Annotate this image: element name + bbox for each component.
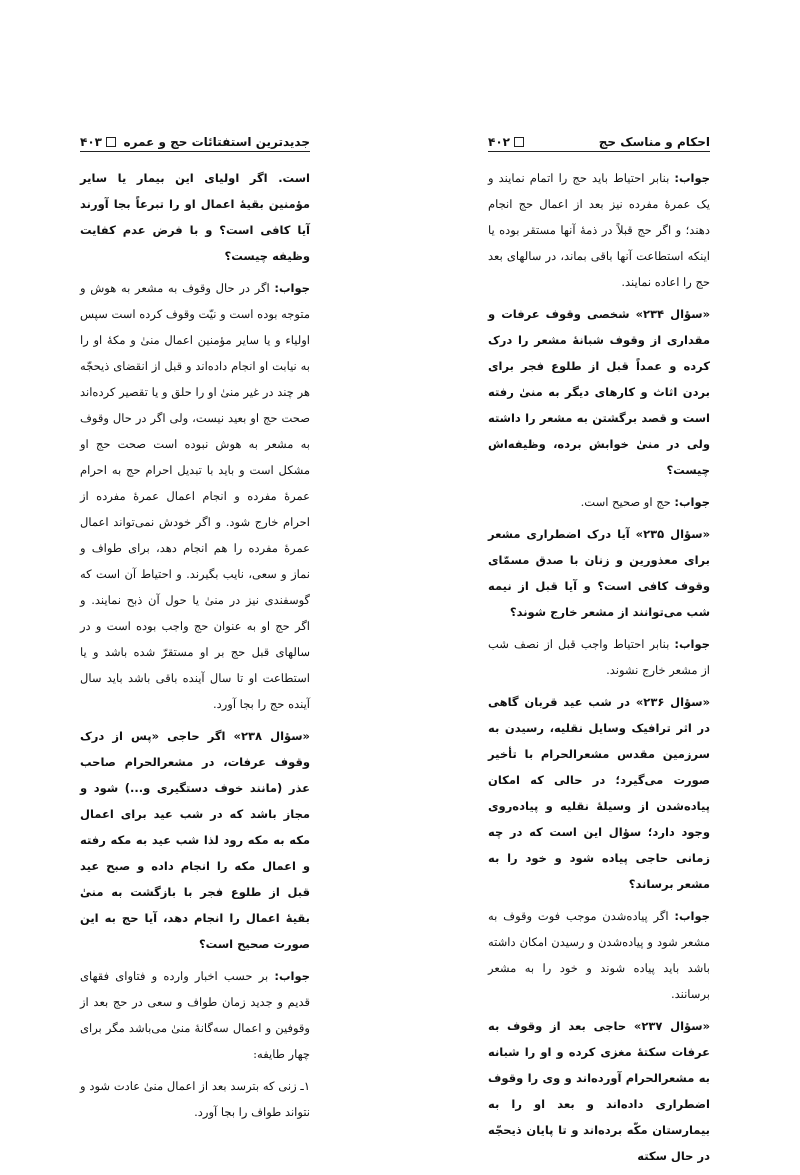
question-paragraph xyxy=(488,521,710,625)
question-paragraph xyxy=(80,165,310,269)
square-icon xyxy=(514,137,524,147)
left-page-body xyxy=(80,165,310,1131)
question-paragraph xyxy=(488,689,710,897)
question-paragraph xyxy=(488,301,710,483)
answer-label: جواب: xyxy=(674,495,710,509)
paragraph-text: ۱ـ زنی که بترسد بعد از اعمال منیٰ عادت شود و نتواند طواف را بجا آورد. xyxy=(80,1079,310,1119)
answer-paragraph xyxy=(80,275,310,717)
left-page-number: ۴۰۳ xyxy=(80,135,102,149)
answer-paragraph xyxy=(488,489,710,515)
right-page-header xyxy=(488,125,710,152)
right-header-title: احکام و مناسک حج xyxy=(598,135,710,149)
question-paragraph xyxy=(80,723,310,957)
question-label: «سؤال ۲۳۵» xyxy=(635,527,710,541)
left-header-title: جدیدترین استفتائات حج و عمره xyxy=(123,135,310,149)
question-label: «سؤال ۲۳۷» xyxy=(633,1019,710,1033)
question-label: «سؤال ۲۳۴» xyxy=(635,307,710,321)
right-page-number: ۴۰۲ xyxy=(488,135,510,149)
answer-paragraph xyxy=(80,1073,310,1125)
paragraph-text: اگر حاجی «پس از درک وقوف عرفات، در مشعرالحرام صاحب عذر (مانند خوف دستگیری و...) شود و مجاز باشد که در شب عید برای اعمال مکه به مکه رود لذا شب عید به مکه رفته و اعمال مکه را انجام داده و صبح عید قبل از طلوع فجر با بازگشت به منیٰ بقیهٔ اعمال را انجام دهد، آیا حج به این صورت صحیح است؟ xyxy=(80,729,310,951)
paragraph-text: بنابر احتیاط واجب قبل از نصف شب از مشعر خارج نشوند. xyxy=(488,637,710,677)
left-page-header xyxy=(80,125,310,152)
answer-paragraph xyxy=(488,631,710,683)
answer-label: جواب: xyxy=(274,281,310,295)
answer-paragraph xyxy=(80,963,310,1067)
paragraph-text: بنابر احتیاط باید حج را اتمام نمایند و یک عمرهٔ مفرده نیز بعد از اعمال حج انجام دهند؛ و اگر حج قبلاً در ذمهٔ آنها مستقر بوده یا اینکه استطاعت آنها باقی بماند، در سالهای بعد حج را اعاده نمایند. xyxy=(488,171,710,289)
right-page-number-group xyxy=(488,135,524,149)
paragraph-text: است. اگر اولیای این بیمار یا سایر مؤمنین بقیهٔ اعمال او را تبرعاً بجا آورند آیا کافی است؟ و با فرض عدم کفایت وظیفه چیست؟ xyxy=(80,171,310,263)
answer-label: جواب: xyxy=(674,637,710,651)
paragraph-text: حاجی بعد از وقوف به عرفات سکتهٔ مغزی کرده و او را شبانه به مشعرالحرام آورده‌اند و وی را وقوف اضطراری داده‌اند و بعد او را به بیمارستان مکّه برده‌اند و تا پایان ذیحجّه در حال سکته xyxy=(488,1019,710,1163)
square-icon xyxy=(106,137,116,147)
left-page xyxy=(0,0,400,1119)
question-label: «سؤال ۲۳۶» xyxy=(635,695,711,709)
paragraph-text: در شب عید قربان گاهی در اثر ترافیک وسایل نقلیه، رسیدن به سرزمین مقدس مشعرالحرام با تأخیر صورت می‌گیرد؛ در حالی که امکان پیاده‌شدن از وسیلهٔ نقلیه و پیاده‌روی وجود دارد؛ سؤال این است که در چه زمانی حاجی پیاده شود و خود را به مشعر برساند؟ xyxy=(488,695,710,891)
answer-label: جواب: xyxy=(274,969,310,983)
right-page xyxy=(400,0,800,1163)
right-page-body xyxy=(488,165,710,1175)
paragraph-text: شخصی وقوف عرفات و مقداری از وقوف شبانهٔ مشعر را درک کرده و عمداً قبل از طلوع فجر برای بردن اثاث و کارهای دیگر به منیٰ رفته است و قصد برگشتن به مشعر را داشته ولی در منیٰ خوابش برده، وظیفه‌اش چیست؟ xyxy=(488,307,710,477)
answer-label: جواب: xyxy=(674,909,710,923)
paragraph-text: بر حسب اخبار وارده و فتاوای فقهای قدیم و جدید زمان طواف و سعی در حج بعد از وقوفین و اعمال سه‌گانهٔ منیٰ می‌باشد مگر برای چهار طایفه: xyxy=(80,969,310,1061)
question-paragraph xyxy=(488,1013,710,1169)
answer-paragraph xyxy=(488,165,710,295)
paragraph-text: اگر پیاده‌شدن موجب فوت وقوف به مشعر شود و پیاده‌شدن و رسیدن امکان داشته باشد باید پیاده شوند و خود را به مشعر برسانند. xyxy=(488,909,710,1001)
answer-paragraph xyxy=(488,903,710,1007)
paragraph-text: حج او صحیح است. xyxy=(580,495,675,509)
left-page-number-group xyxy=(80,135,116,149)
answer-label: جواب: xyxy=(674,171,710,185)
paragraph-text: اگر در حال وقوف به مشعر به هوش و متوجه بوده است و نیّت وقوف کرده است سپس اولیاء و یا سایر مؤمنین اعمال منیٰ و مکهٔ او را به نیابت او انجام داده‌اند و قبل از انقضای ذیحجّه هر چند در غیر منیٰ او را حلق و یا تقصیر کرده‌اند صحت حج او بعید نیست، ولی اگر در حال وقوف به مشعر به هوش نبوده است صحت حج او مشکل است و باید با تبدیل احرام حج به احرام عمرهٔ مفرده و انجام اعمال عمرهٔ مفرده از احرام خارج شود. و اگر خودش نمی‌تواند اعمال عمرهٔ مفرده را هم انجام دهد، برای طواف و نماز و سعی، نایب بگیرند. و احتیاط آن است که گوسفندی نیز در منیٰ یا حول آن ذبح نمایند. و اگر حج او به عنوان حج واجب بوده است و در سالهای قبل حج بر او مستقرّ شده باشد و یا استطاعت او تا سال آینده باقی باشد باید سال آینده حج را بجا آورد. xyxy=(80,281,310,711)
paragraph-text: آیا درک اضطراری مشعر برای معذورین و زنان با صدق مسمّای وقوف کافی است؟ و آیا قبل از نیمه شب می‌توانند از مشعر خارج شوند؟ xyxy=(488,527,710,619)
question-label: «سؤال ۲۳۸» xyxy=(233,729,310,743)
